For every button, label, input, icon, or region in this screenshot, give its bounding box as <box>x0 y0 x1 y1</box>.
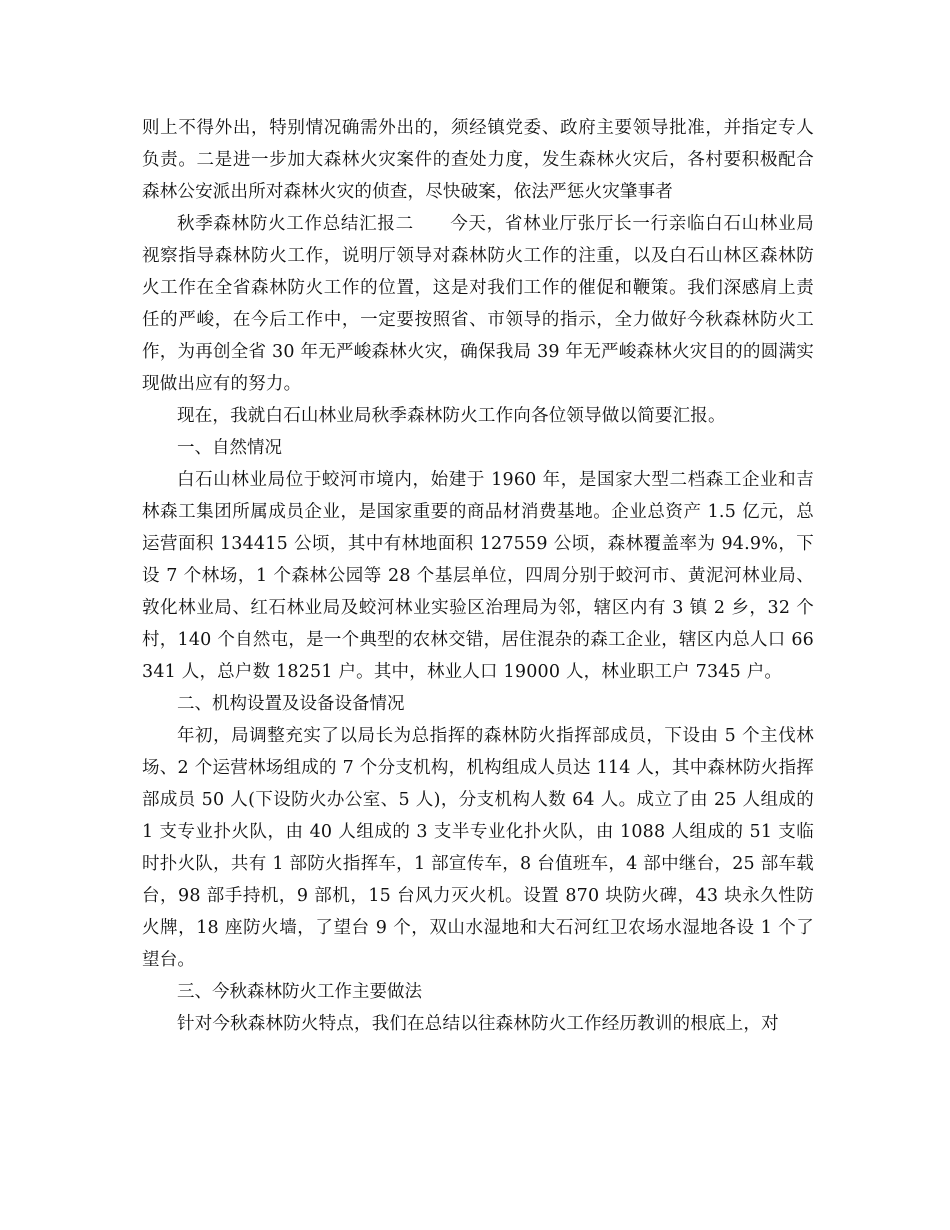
paragraph-intro: 秋季森林防火工作总结汇报二 今天，省林业厅张厅长一行亲临白石山林业局视察指导森林防火工作，说明厅领导对森林防火工作的注重，以及白石山林区森林防火工作在全省森林防火工作的位置，这是对我们工作的催促和鞭策。我们深感肩上责任的严峻，在今后工作中，一定要按照省、市领导的指示，全力做好今秋森林防火工作，为再创全省 30 年无严峻森林火灾，确保我局 39 年无严峻森林火灾目的的圆满实现做出应有的努力。 <box>142 214 814 394</box>
section-heading-methods: 三、今秋森林防火工作主要做法 <box>177 982 422 1002</box>
section-heading-natural: 一、自然情况 <box>177 438 282 458</box>
paragraph-organization: 年初，局调整充实了以局长为总指挥的森林防火指挥部成员，下设由 5 个主伐林场、2 个运营林场组成的 7 个分支机构，机构组成人员达 114 人，其中森林防火指挥部成员 50 人(下设防火办公室、5 人)，分支机构人数 64 人。成立了由 25 人组成的 1 支专业扑火队，由 40 人组成的 3 支半专业化扑火队，由 1088 人组成的 51 支临时扑火队，共有 1 部防火指挥车，1 部宣传车，8 台值班车，4 部中继台，25 部车载台，98 部手持机，9 部机，15 台风力灭火机。设置 870 块防火碑，43 块永久性防火牌，18 座防火墙，了望台 9 个，双山水湿地和大石河红卫农场水湿地各设 1 个了望台。 <box>142 726 814 970</box>
section-heading-organization: 二、机构设置及设备设备情况 <box>177 694 405 714</box>
paragraph-methods: 针对今秋森林防火特点，我们在总结以往森林防火工作经历教训的根底上，对 <box>177 1014 779 1034</box>
paragraph-natural: 白石山林业局位于蛟河市境内，始建于 1960 年，是国家大型二档森工企业和吉林森工集团所属成员企业，是国家重要的商品材消费基地。企业总资产 1.5 亿元，总运营面积 134415 公顷，其中有林地面积 127559 公顷，森林覆盖率为 94.9%，下设 7 个林场，1 个森林公园等 28 个基层单位，四周分别于蛟河市、黄泥河林业局、敦化林业局、红石林业局及蛟河林业实验区治理局为邻，辖区内有 3 镇 2 乡，32 个村，140 个自然屯，是一个典型的农林交错，居住混杂的森工企业，辖区内总人口 66341 人，总户数 18251 户。其中，林业人口 19000 人，林业职工户 7345 户。 <box>142 470 814 682</box>
paragraph-report: 现在，我就白石山林业局秋季森林防火工作向各位领导做以简要汇报。 <box>177 406 726 426</box>
document-body <box>142 112 814 1040</box>
paragraph-continuation: 则上不得外出，特别情况确需外出的，须经镇党委、政府主要领导批准，并指定专人负责。二是进一步加大森林火灾案件的查处力度，发生森林火灾后，各村要积极配合森林公安派出所对森林火灾的侦查，尽快破案，依法严惩火灾肇事者 <box>142 118 814 202</box>
